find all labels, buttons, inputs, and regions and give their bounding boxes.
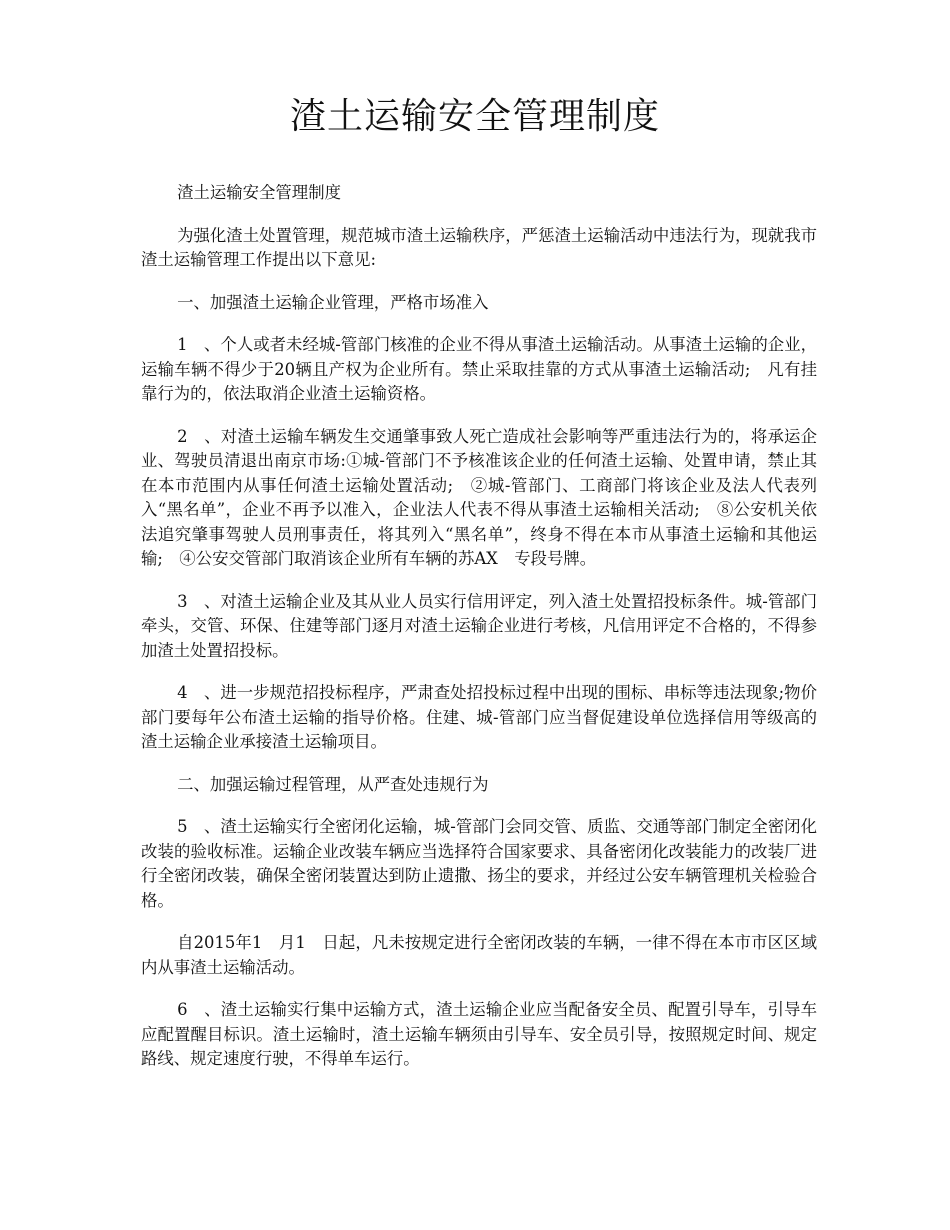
document-title: 渣土运输安全管理制度 [289, 96, 660, 137]
section-heading-2: 二、加强运输过程管理，从严查处违规行为 [177, 774, 489, 794]
paragraph-item-3: 3 、对渣土运输企业及其从业人员实行信用评定，列入渣土处置招投标条件。城-管部门牵头，交管、环保、住建等部门逐月对渣土运输企业进行考核，凡信用评定不合格的，不得参加渣土处置招投标。 [141, 591, 817, 660]
section-heading-1: 一、加强渣土运输企业管理，严格市场准入 [177, 292, 489, 312]
paragraph-item-6: 6 、渣土运输实行集中运输方式，渣土运输企业应当配备安全员、配置引导车，引导车应配置醒目标识。渣土运输时，渣土运输车辆须由引导车、安全员引导，按照规定时间、规定路线、规定速度行驶，不得单车运行。 [141, 1000, 817, 1068]
paragraph-item-4: 4 、进一步规范招投标程序，严肃查处招投标过程中出现的围标、串标等违法现象;物价部门要每年公布渣土运输的指导价格。住建、城-管部门应当督促建设单位选择信用等级高的渣土运输企业承接渣土运输项目。 [141, 683, 817, 751]
paragraph-effective-date: 自2015年1 月1 日起，凡未按规定进行全密闭改装的车辆，一律不得在本市市区区域内从事渣土运输活动。 [141, 933, 817, 977]
paragraph-item-5: 5 、渣土运输实行全密闭化运输，城-管部门会同交管、质监、交通等部门制定全密闭化改装的验收标准。运输企业改装车辆应当选择符合国家要求、具备密闭化改装能力的改装厂进行全密闭改装，确保全密闭装置达到防止遗撒、扬尘的要求，并经过公安车辆管理机关检验合格。 [141, 817, 817, 910]
paragraph-item-1: 1 、个人或者未经城-管部门核准的企业不得从事渣土运输活动。从事渣土运输的企业，运输车辆不得少于20辆且产权为企业所有。禁止采取挂靠的方式从事渣土运输活动; 凡有挂靠行为的，依法取消企业渣土运输资格。 [141, 335, 817, 403]
document-body [141, 181, 817, 1090]
paragraph-intro: 为强化渣土处置管理，规范城市渣土运输秩序，严惩渣土运输活动中违法行为，现就我市渣土运输管理工作提出以下意见: [141, 225, 817, 269]
paragraph-item-2: 2 、对渣土运输车辆发生交通肇事致人死亡造成社会影响等严重违法行为的，将承运企业、驾驶员清退出南京市场:①城-管部门不予核准该企业的任何渣土运输、处置申请，禁止其在本市范围内从事任何渣土运输处置活动; ②城-管部门、工商部门将该企业及法人代表列入“黑名单”，企业不再予以准入，企业法人代表不得从事渣土运输相关活动; ⑧公安机关依法追究肇事驾驶人员刑事责任，将其列入“黑名单”，终身不得在本市从事渣土运输和其他运输; ④公安交管部门取消该企业所有车辆的苏AX 专段号牌。 [141, 426, 817, 568]
paragraph-subtitle: 渣土运输安全管理制度 [177, 183, 341, 202]
